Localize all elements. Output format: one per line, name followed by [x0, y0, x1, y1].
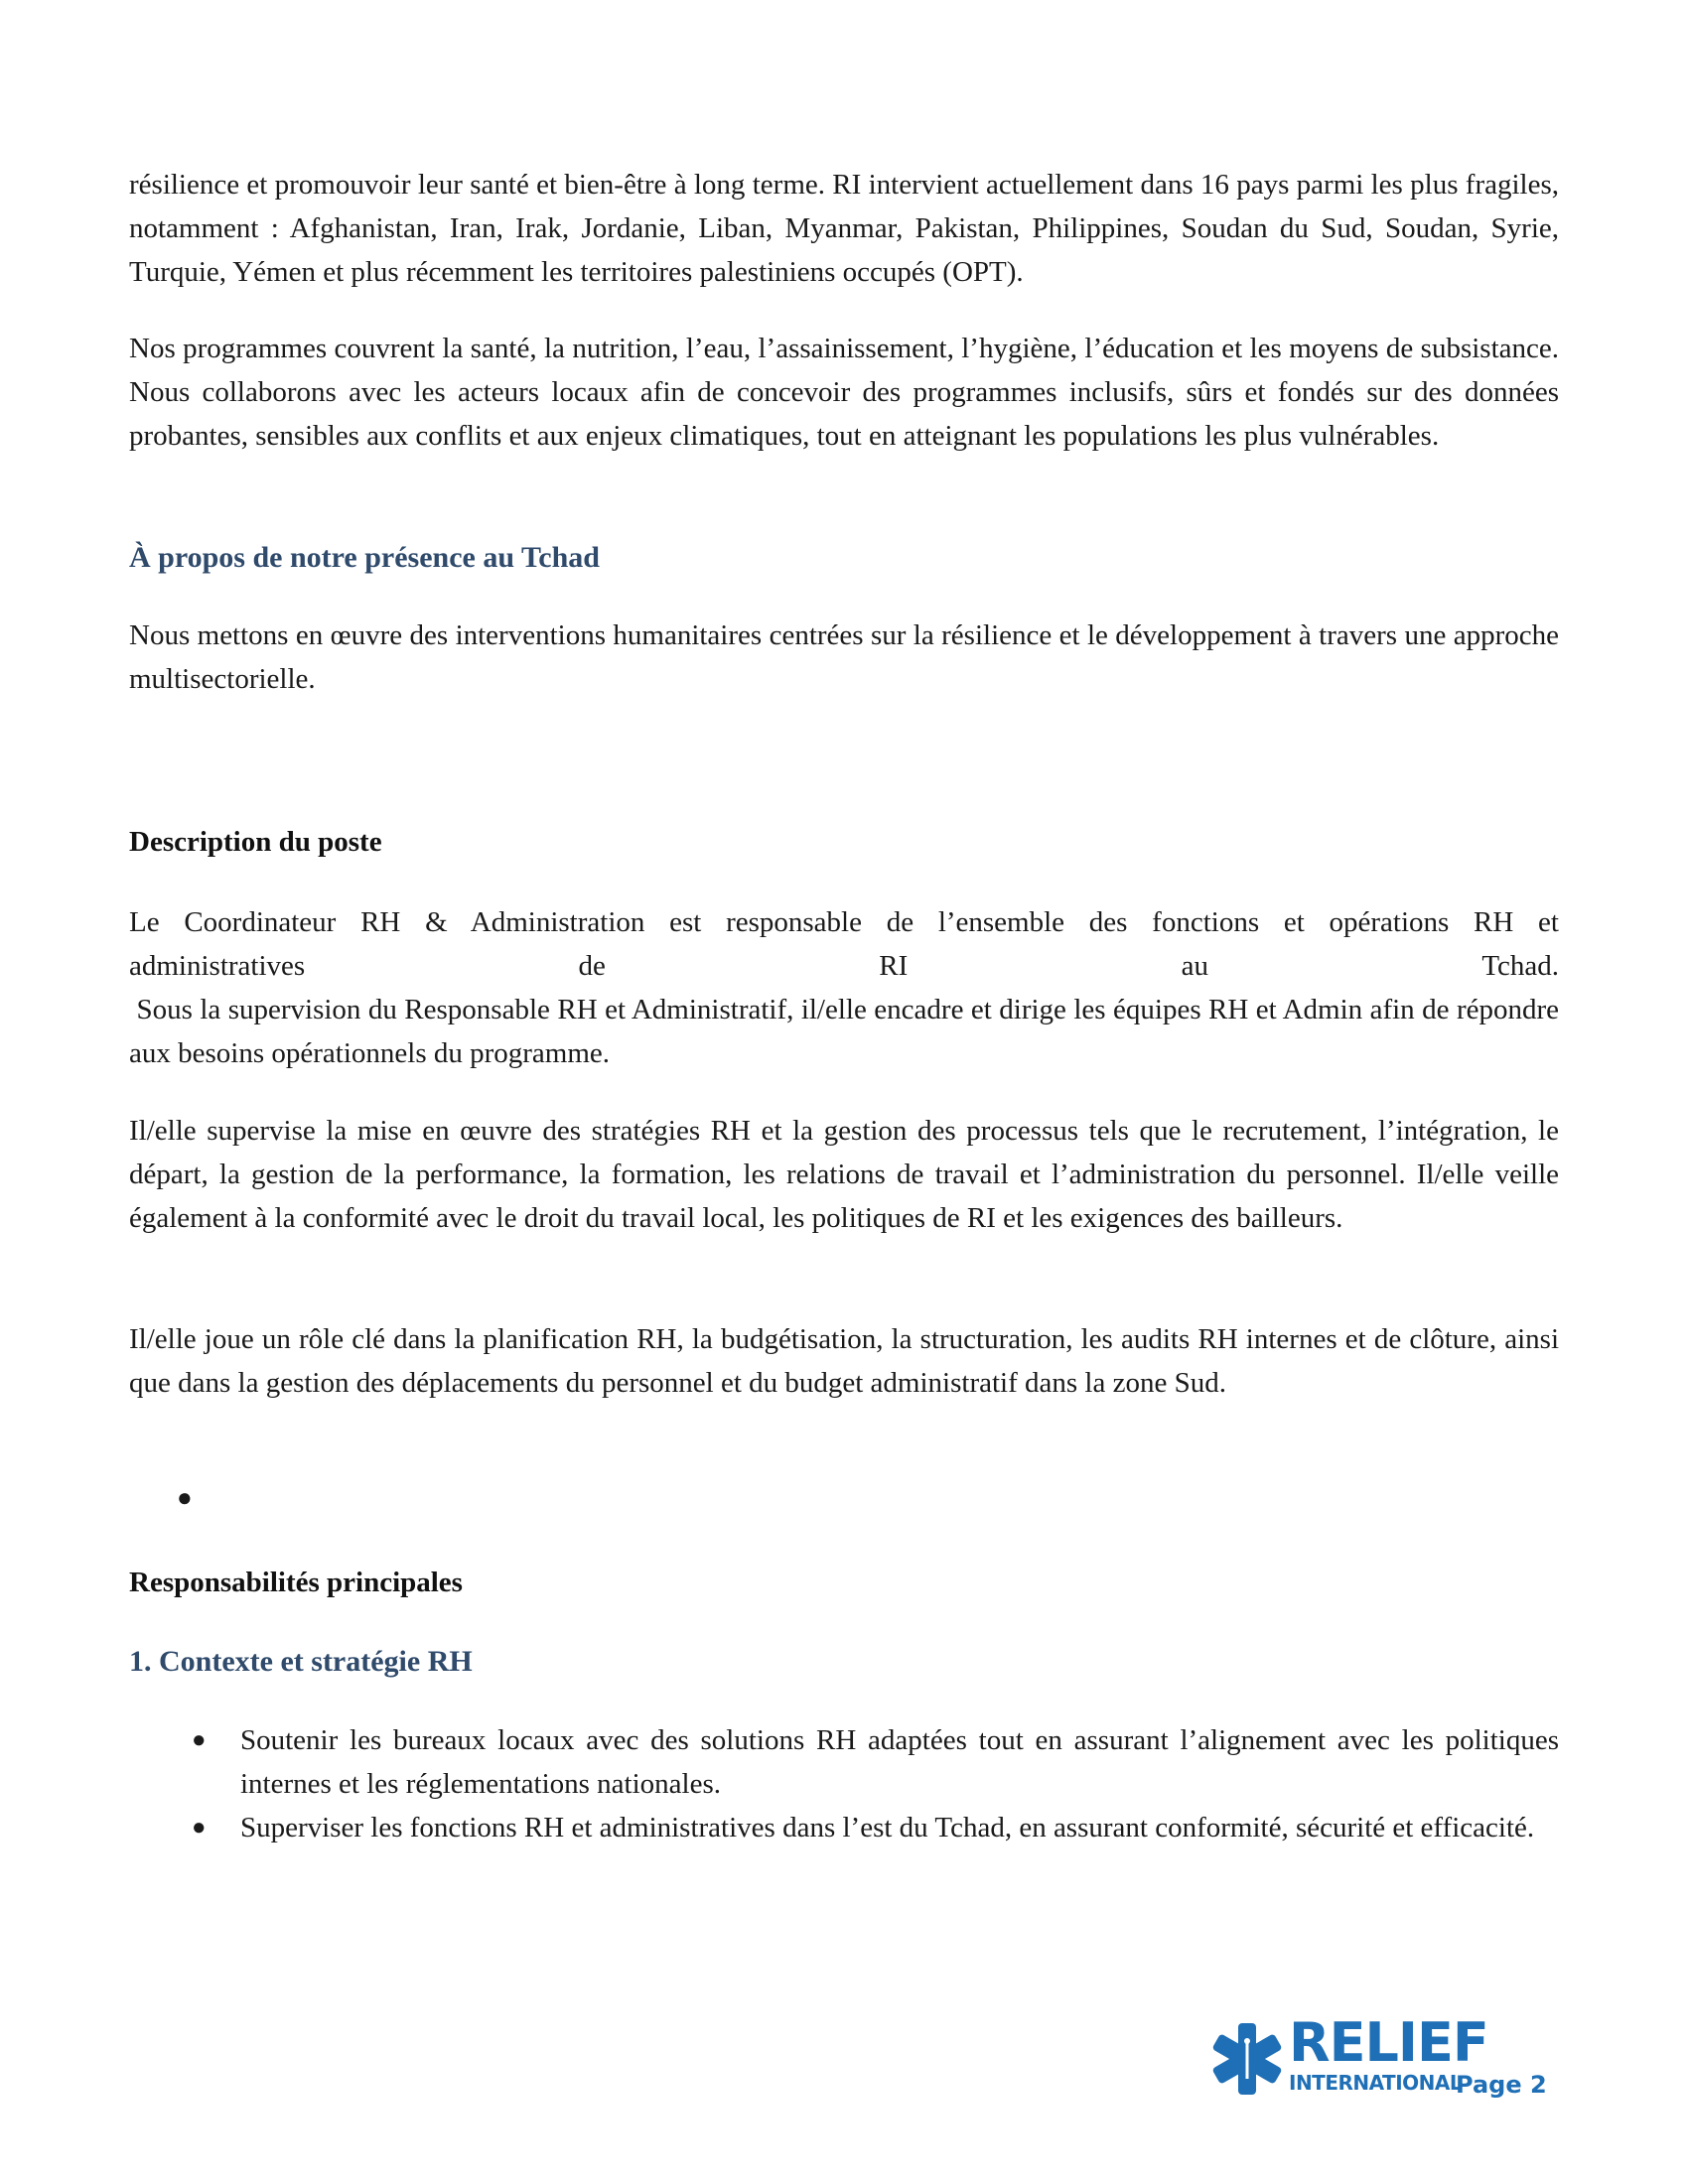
description-line-1: Le Coordinateur RH & Administration est responsable de l’ensemble des fonctions et opérations RH et [129, 906, 1559, 938]
intro-paragraph: résilience et promouvoir leur santé et bien-être à long terme. RI intervient actuellement dans 16 pays parmi les plus fragiles, notamment : Afghanistan, Iran, Irak, Jordanie, Liban, Myanmar, Pakistan, Philippines, Soudan du Sud, Soudan, Syrie, Turquie, Yémen et plus récemment les territoires palestiniens occupés (OPT). [129, 169, 1559, 288]
description-para3-block [129, 1317, 1559, 1405]
sub-heading-block [129, 1640, 1559, 1684]
list-item-text: Soutenir les bureaux locaux avec des solutions RH adaptées tout en assurant l’alignement avec les politiques internes et les réglementations nationales. [240, 1724, 1559, 1800]
bullet-list-block [129, 1718, 1559, 1849]
description-heading-block [129, 820, 1559, 864]
responsabilites-heading: Responsabilités principales [129, 1567, 463, 1598]
description-para-2: Il/elle supervise la mise en œuvre des stratégies RH et la gestion des processus tels que le recrutement, l’intégration, le départ, la gestion de la performance, la formation, les relations de travail et l’administration du personnel. Il/elle veille également à la conformité avec le droit du travail local, les politiques de RI et les exigences des bailleurs. [129, 1115, 1559, 1234]
description-line-2 [129, 944, 1559, 988]
intro-continuation [129, 163, 1559, 294]
tchad-paragraph: Nous mettons en œuvre des interventions humanitaires centrées sur la résilience et le développement à travers une approche multisectorielle. [129, 619, 1559, 695]
word: RI [879, 950, 909, 982]
description-para-3: Il/elle joue un rôle clé dans la planification RH, la budgétisation, la structuration, les audits RH internes et de clôture, ainsi que dans la gestion des déplacements du personnel et du budget administratif dans la zone Sud. [129, 1323, 1559, 1399]
list-item-text: Superviser les fonctions RH et administratives dans l’est du Tchad, en assurant conformité, sécurité et efficacité. [240, 1812, 1535, 1843]
description-line-3: Sous la supervision du Responsable RH et Administratif, il/elle encadre et dirige les équipes RH et Admin afin de répondre aux besoins opérationnels du programme. [129, 994, 1567, 1069]
responsabilites-heading-block [129, 1561, 1559, 1604]
list-item [129, 1806, 1559, 1849]
tchad-heading: À propos de notre présence au Tchad [129, 541, 600, 574]
list-item [129, 1718, 1559, 1806]
logo-subtitle: INTERNATIONAL [1289, 2071, 1463, 2095]
star-of-life-icon [1209, 2021, 1285, 2097]
responsabilites-list [129, 1718, 1559, 1849]
word: au [1181, 950, 1208, 982]
programmes-paragraph: Nos programmes couvrent la santé, la nutrition, l’eau, l’assainissement, l’hygiène, l’éducation et les moyens de subsistance. Nous collaborons avec les acteurs locaux afin de concevoir des programmes inclusifs, sûrs et fondés sur des données probantes, sensibles aux conflits et aux enjeux climatiques, tout en atteignant les populations les plus vulnérables. [129, 333, 1559, 452]
contexte-heading: 1. Contexte et stratégie RH [129, 1645, 473, 1678]
word: Tchad. [1481, 950, 1559, 982]
programmes-block [129, 327, 1559, 458]
word: administratives [129, 950, 306, 982]
word: de [578, 950, 606, 982]
tchad-text-block [129, 614, 1559, 701]
bullet-dot: ● [192, 1727, 207, 1753]
bullet-dot: ● [192, 1815, 207, 1841]
logo-wordmark: RELIEF [1289, 2011, 1488, 2074]
page-number: Page 2 [1456, 2071, 1547, 2099]
description-para2-block [129, 1109, 1559, 1240]
empty-bullet: ● [177, 1483, 193, 1512]
description-block [129, 900, 1567, 1075]
tchad-heading-block [129, 536, 1559, 580]
description-heading: Description du poste [129, 826, 382, 858]
